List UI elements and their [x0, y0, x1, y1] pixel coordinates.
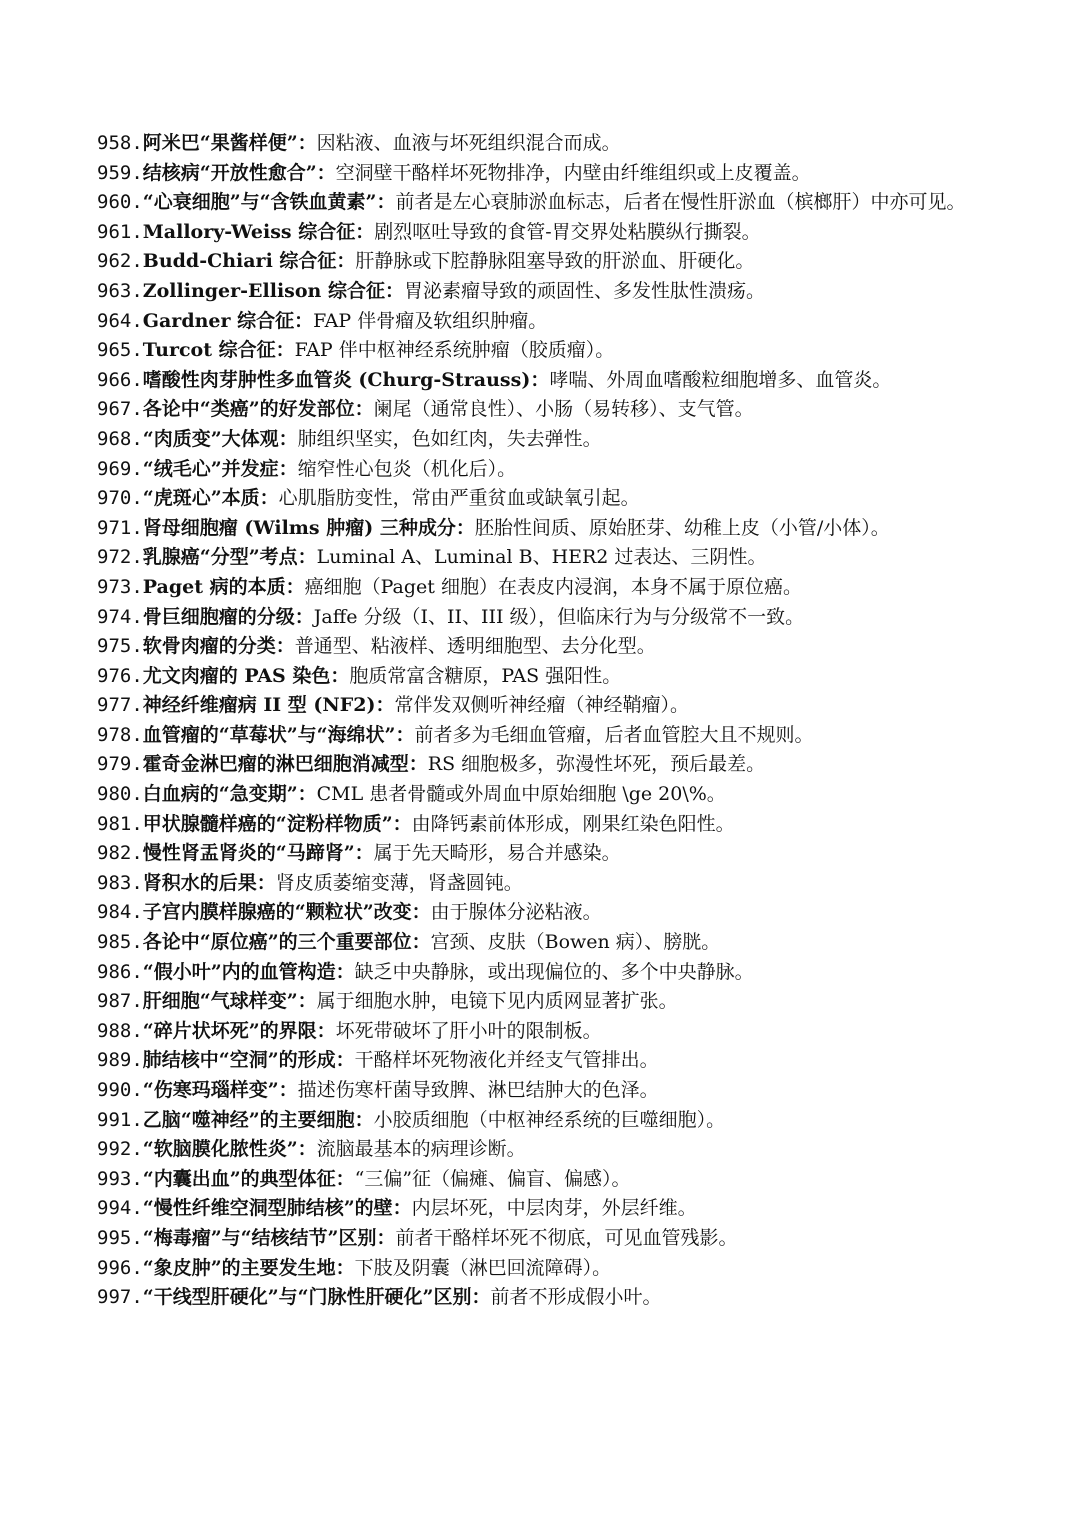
note-entry [97, 632, 977, 662]
entry-number: 996. [97, 1256, 143, 1279]
entry-number: 994. [97, 1197, 143, 1220]
note-entry [97, 810, 977, 840]
entry-number: 969. [97, 457, 143, 480]
note-entry [97, 1254, 977, 1284]
entry-term: “假小叶”内的血管构造： [142, 960, 355, 983]
entry-number: 958. [97, 132, 143, 154]
entry-description: 普通型、粘液样、透明细胞型、去分化型。 [294, 635, 656, 658]
entry-number: 989. [97, 1049, 143, 1072]
entry-term: 子宫内膜样腺癌的“颗粒状”改变： [142, 901, 431, 924]
entry-term: “干线型肝硬化”与“门脉性肝硬化”区别： [142, 1286, 491, 1309]
entry-term: 各论中“类癌”的好发部位： [142, 398, 374, 421]
entry-description: 肾皮质萎缩变薄，肾盏圆钝。 [275, 871, 523, 894]
note-entry [97, 129, 977, 159]
entry-term: “虎斑心”本质： [142, 487, 279, 510]
entry-term: 肺结核中“空洞”的形成： [142, 1049, 355, 1072]
entry-number: 965. [97, 339, 143, 362]
entry-number: 972. [97, 546, 143, 569]
note-entry [97, 780, 977, 810]
entry-description: 阑尾（通常良性）、小肠（易转移）、支气管。 [373, 398, 754, 421]
entry-number: 968. [97, 427, 143, 450]
entry-term: 肾积水的后果： [142, 871, 276, 894]
entry-term: “碎片状坏死”的界限： [142, 1019, 336, 1042]
note-entry [97, 1046, 977, 1076]
entry-description: 胃泌素瘤导致的顽固性、多发性肽性溃疡。 [403, 279, 765, 302]
entry-term: Gardner 综合征： [142, 309, 314, 332]
entry-term: 肾母细胞瘤 (Wilms 肿瘤) 三种成分： [142, 516, 475, 539]
note-entry [97, 1106, 977, 1136]
note-entry [97, 484, 977, 514]
entry-number: 961. [97, 220, 143, 243]
entry-number: 966. [97, 368, 143, 391]
note-entry [97, 543, 977, 573]
note-entry [97, 425, 977, 455]
entry-number: 974. [97, 605, 143, 628]
entry-number: 977. [97, 694, 143, 717]
entry-term: Zollinger-Ellison 综合征： [142, 279, 404, 302]
entry-description: 胚胎性间质、原始胚芽、幼稚上皮（小管/小体）。 [474, 516, 890, 539]
entry-term: 霍奇金淋巴瘤的淋巴细胞消减型： [142, 753, 428, 776]
note-entry [97, 366, 977, 396]
entry-number: 992. [97, 1138, 143, 1161]
entry-number: 985. [97, 931, 143, 954]
entry-number: 981. [97, 812, 143, 835]
note-entry [97, 869, 977, 899]
entry-description: 坏死带破坏了肝小叶的限制板。 [335, 1019, 602, 1042]
entry-number: 983. [97, 871, 143, 894]
entry-term: “心衰细胞”与“含铁血黄素”： [142, 191, 396, 214]
entry-number: 995. [97, 1226, 143, 1249]
entry-term: 软骨肉瘤的分类： [142, 635, 295, 658]
entry-number: 973. [97, 575, 143, 598]
entry-term: 白血病的“急变期”： [142, 783, 317, 806]
entry-description: Luminal A、Luminal B、HER2 过表达、三阴性。 [316, 546, 767, 569]
entry-number: 964. [97, 309, 143, 332]
entry-description: 由降钙素前体形成，刚果红染色阳性。 [411, 812, 735, 835]
entry-description: 因粘液、血液与坏死组织混合而成。 [316, 132, 621, 154]
entry-number: 986. [97, 960, 143, 983]
entry-description: 小胶质细胞（中枢神经系统的巨噬细胞）。 [373, 1108, 726, 1131]
entry-term: 结核病“开放性愈合”： [142, 161, 336, 184]
note-entry [97, 1017, 977, 1047]
entry-description: 缩窄性心包炎（机化后）。 [297, 457, 517, 480]
entry-description: 哮喘、外周血嗜酸粒细胞增多、血管炎。 [549, 368, 892, 391]
entry-number: 960. [97, 191, 143, 214]
entry-description: Jaffe 分级（I、II、III 级），但临床行为与分级常不一致。 [313, 605, 805, 628]
note-entry [97, 573, 977, 603]
entry-description: CML 患者骨髓或外周血中原始细胞 \ge 20\%。 [316, 783, 726, 806]
entry-number: 975. [97, 635, 143, 658]
entry-number: 987. [97, 990, 143, 1013]
note-entry [97, 307, 977, 337]
entry-description: 内层坏死，中层肉芽，外层纤维。 [411, 1197, 697, 1220]
entry-term: “软脑膜化脓性炎”： [142, 1138, 317, 1161]
entry-description: 宫颈、皮肤（Bowen 病）、膀胱。 [430, 931, 721, 954]
note-entry [97, 987, 977, 1017]
entry-number: 993. [97, 1167, 143, 1190]
entry-number: 982. [97, 842, 143, 865]
note-entry [97, 691, 977, 721]
entry-number: 962. [97, 250, 143, 273]
note-entry [97, 188, 977, 218]
entry-term: 嗜酸性肉芽肿性多血管炎 (Churg-Strauss)： [142, 368, 550, 391]
entry-term: Mallory-Weiss 综合征： [142, 220, 375, 243]
entry-term: “伤寒玛瑙样变”： [142, 1079, 298, 1101]
note-entry [97, 721, 977, 751]
entry-term: “象皮肿”的主要发生地： [142, 1256, 355, 1279]
note-entry [97, 218, 977, 248]
entry-term: 神经纤维瘤病 II 型 (NF2)： [142, 694, 395, 717]
note-entry [97, 958, 977, 988]
entry-number: 959. [97, 161, 143, 184]
note-entry [97, 455, 977, 485]
note-entry [97, 603, 977, 633]
entry-term: Budd-Chiari 综合征： [142, 250, 356, 273]
note-entry [97, 1224, 977, 1254]
entry-number: 976. [97, 664, 143, 687]
note-entry [97, 662, 977, 692]
note-entry [97, 1194, 977, 1224]
entry-term: 尤文肉瘤的 PAS 染色： [142, 664, 350, 687]
note-entry [97, 159, 977, 189]
entry-description: 流脑最基本的病理诊断。 [316, 1138, 526, 1161]
entry-term: 肝细胞“气球样变”： [142, 990, 317, 1013]
entry-description: 剧烈呕吐导致的食管-胃交界处粘膜纵行撕裂。 [374, 220, 761, 243]
entry-description: 属于细胞水肿，电镜下见内质网显著扩张。 [316, 990, 678, 1013]
entry-description: 肺组织坚实，色如红肉，失去弹性。 [297, 427, 602, 450]
entry-description: 心肌脂肪变性，常由严重贫血或缺氧引起。 [278, 487, 640, 510]
note-entry [97, 247, 977, 277]
entry-description: 属于先天畸形，易合并感染。 [373, 842, 621, 865]
entry-number: 979. [97, 753, 143, 776]
entry-description: 胞质常富含糖原，PAS 强阳性。 [349, 664, 622, 687]
entry-description: 描述伤寒杆菌导致脾、淋巴结肿大的色泽。 [297, 1079, 659, 1101]
note-entry [97, 395, 977, 425]
entry-term: “梅毒瘤”与“结核结节”区别： [142, 1226, 396, 1249]
entry-description: “三偏”征（偏瘫、偏盲、偏感）。 [354, 1167, 631, 1190]
entry-number: 971. [97, 516, 143, 539]
entry-description: 由于腺体分泌粘液。 [430, 901, 602, 924]
entry-description: 缺乏中央静脉，或出现偏位的、多个中央静脉。 [354, 960, 754, 983]
entry-description: FAP 伴骨瘤及软组织肿瘤。 [313, 309, 548, 332]
note-entry [97, 1165, 977, 1195]
entry-description: 前者是左心衰肺淤血标志，后者在慢性肝淤血（槟榔肝）中亦可见。 [395, 191, 966, 214]
entry-description: 常伴发双侧听神经瘤（神经鞘瘤）。 [394, 694, 689, 717]
entry-number: 978. [97, 723, 143, 746]
entry-number: 990. [97, 1079, 143, 1101]
entry-description: 前者不形成假小叶。 [490, 1286, 662, 1309]
entry-number: 988. [97, 1019, 143, 1042]
entry-term: Turcot 综合征： [142, 339, 295, 362]
entry-term: 阿米巴“果酱样便”： [142, 132, 317, 154]
note-entry [97, 514, 977, 544]
note-entry [97, 1283, 977, 1313]
entry-number: 991. [97, 1108, 143, 1131]
entry-term: “慢性纤维空洞型肺结核”的壁： [142, 1197, 412, 1220]
entry-term: 各论中“原位癌”的三个重要部位： [142, 931, 431, 954]
entry-description: 下肢及阴囊（淋巴回流障碍）。 [354, 1256, 612, 1279]
entry-description: 空洞壁干酪样坏死物排净，内壁由纤维组织或上皮覆盖。 [335, 161, 811, 184]
note-entry [97, 336, 977, 366]
entry-term: “绒毛心”并发症： [142, 457, 298, 480]
note-entry [97, 1135, 977, 1165]
entry-description: 干酪样坏死物液化并经支气管排出。 [354, 1049, 659, 1072]
entry-number: 970. [97, 487, 143, 510]
entry-term: 慢性肾盂肾炎的“马蹄肾”： [142, 842, 374, 865]
entry-term: 乳腺癌“分型”考点： [142, 546, 317, 569]
entry-term: Paget 病的本质： [142, 575, 305, 598]
entry-description: 癌细胞（Paget 细胞）在表皮内浸润，本身不属于原位癌。 [304, 575, 802, 598]
entry-number: 997. [97, 1286, 143, 1309]
entry-term: 乙脑“噬神经”的主要细胞： [142, 1108, 374, 1131]
entry-number: 984. [97, 901, 143, 924]
entry-number: 967. [97, 398, 143, 421]
note-entry [97, 750, 977, 780]
entry-description: RS 细胞极多，弥漫性坏死，预后最差。 [427, 753, 766, 776]
entry-term: 甲状腺髓样癌的“淀粉样物质”： [142, 812, 412, 835]
entry-term: “内囊出血”的典型体征： [142, 1167, 355, 1190]
entry-term: “肉质变”大体观： [142, 427, 298, 450]
entry-number: 963. [97, 279, 143, 302]
note-entry [97, 1076, 977, 1106]
entry-description: FAP 伴中枢神经系统肿瘤（胶质瘤）。 [294, 339, 615, 362]
note-entry [97, 928, 977, 958]
note-entry [97, 839, 977, 869]
entry-description: 前者多为毛细血管瘤，后者血管腔大且不规则。 [414, 723, 814, 746]
entry-description: 前者干酪样坏死不彻底，可见血管残影。 [395, 1226, 738, 1249]
entry-number: 980. [97, 783, 143, 806]
entry-description: 肝静脉或下腔静脉阻塞导致的肝淤血、肝硬化。 [355, 250, 755, 273]
notes-list [97, 129, 977, 1313]
note-entry [97, 277, 977, 307]
note-entry [97, 898, 977, 928]
entry-term: 血管瘤的“草莓状”与“海绵状”： [142, 723, 415, 746]
entry-term: 骨巨细胞瘤的分级： [142, 605, 314, 628]
